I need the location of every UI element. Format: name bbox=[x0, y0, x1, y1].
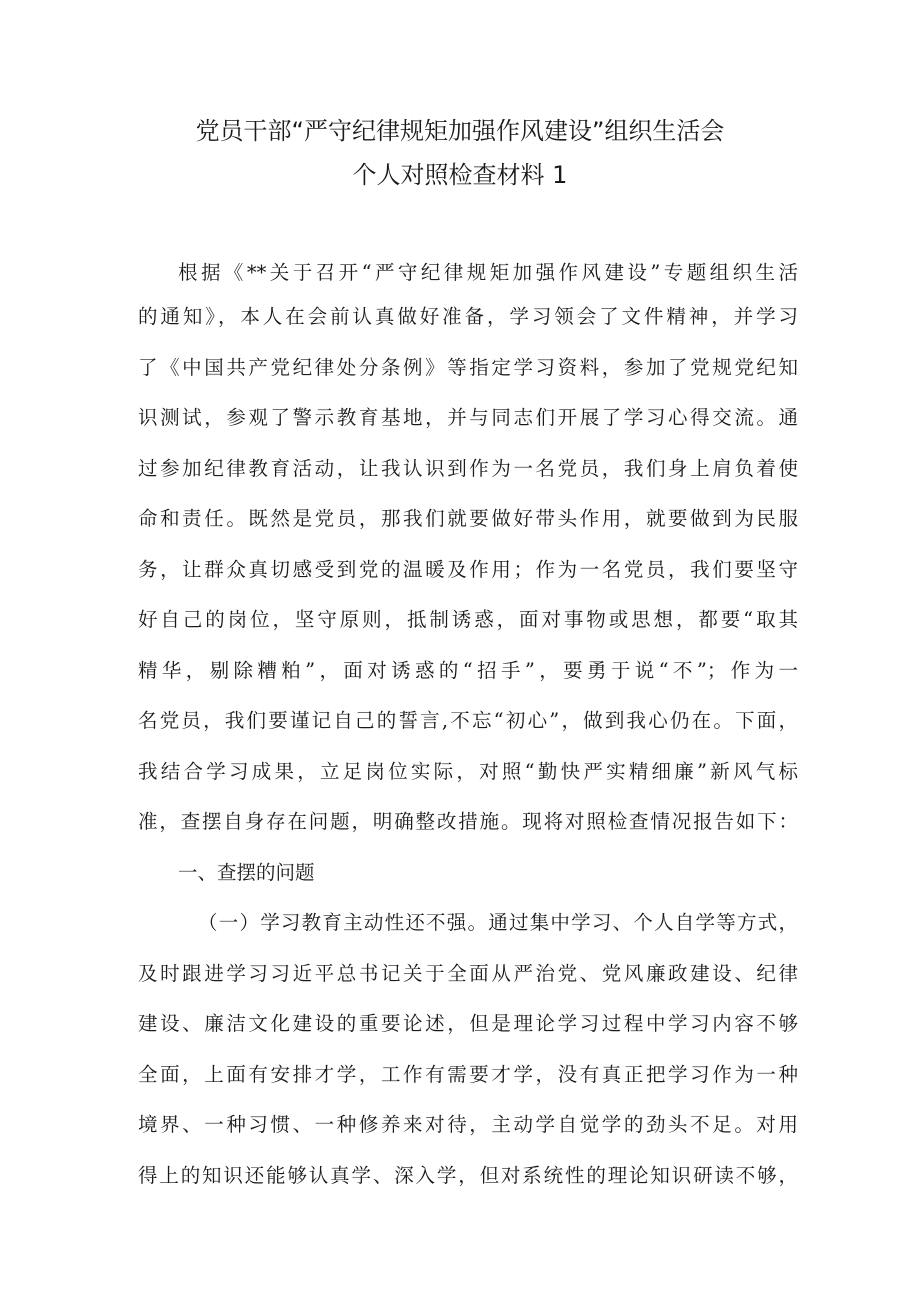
body-text-line: 精华，剔除糟粕”，面对诱惑的“招手”，要勇于说“不”；作为一 bbox=[138, 659, 798, 682]
section-heading: 一、查摆的问题 bbox=[178, 861, 315, 884]
body-text-line: 了《中国共产党纪律处分条例》等指定学习资料，参加了党规党纪知 bbox=[138, 356, 798, 379]
body-text-line: 务，让群众真切感受到党的温暖及作用；作为一名党员，我们要坚守 bbox=[138, 558, 798, 581]
section-text-line: 建设、廉洁文化建设的重要论述，但是理论学习过程中学习内容不够 bbox=[138, 1012, 798, 1035]
body-text-line: 命和责任。既然是党员，那我们就要做好带头作用，就要做到为民服 bbox=[138, 507, 798, 530]
body-text-line: 我结合学习成果，立足岗位实际，对照“勤快严实精细廉”新风气标 bbox=[138, 760, 798, 783]
document-title-line-1: 党员干部“严守纪律规矩加强作风建设”组织生活会 bbox=[195, 117, 725, 145]
body-text-line: 准，查摆自身存在问题，明确整改措施。现将对照检查情况报告如下： bbox=[138, 810, 798, 833]
section-text-line: 及时跟进学习习近平总书记关于全面从严治党、党风廉政建设、纪律 bbox=[138, 962, 798, 985]
body-text-line: 名党员，我们要谨记自己的誓言,不忘“初心”，做到我心仍在。下面， bbox=[138, 709, 798, 732]
section-text-line: 全面，上面有安排才学，工作有需要才学，没有真正把学习作为一种 bbox=[138, 1063, 798, 1086]
body-text-line: 识测试，参观了警示教育基地，并与同志们开展了学习心得交流。通 bbox=[138, 406, 798, 429]
body-text-line: 根据《**关于召开“严守纪律规矩加强作风建设”专题组织生活 bbox=[178, 261, 798, 284]
section-text-line: 境界、一种习惯、一种修养来对待，主动学自觉学的劲头不足。对用 bbox=[138, 1113, 798, 1136]
section-text-line: （一）学习教育主动性还不强。通过集中学习、个人自学等方式， bbox=[198, 911, 798, 934]
body-text-line: 好自己的岗位，坚守原则，抵制诱惑，面对事物或思想，都要“取其 bbox=[138, 608, 798, 631]
section-text-line: 得上的知识还能够认真学、深入学，但对系统性的理论知识研读不够， bbox=[138, 1164, 798, 1187]
body-text-line: 的通知》，本人在会前认真做好准备，学习领会了文件精神，并学习 bbox=[138, 305, 798, 328]
document-title-line-2: 个人对照检查材料 1 bbox=[352, 161, 568, 189]
body-text-line: 过参加纪律教育活动，让我认识到作为一名党员，我们身上肩负着使 bbox=[138, 457, 798, 480]
